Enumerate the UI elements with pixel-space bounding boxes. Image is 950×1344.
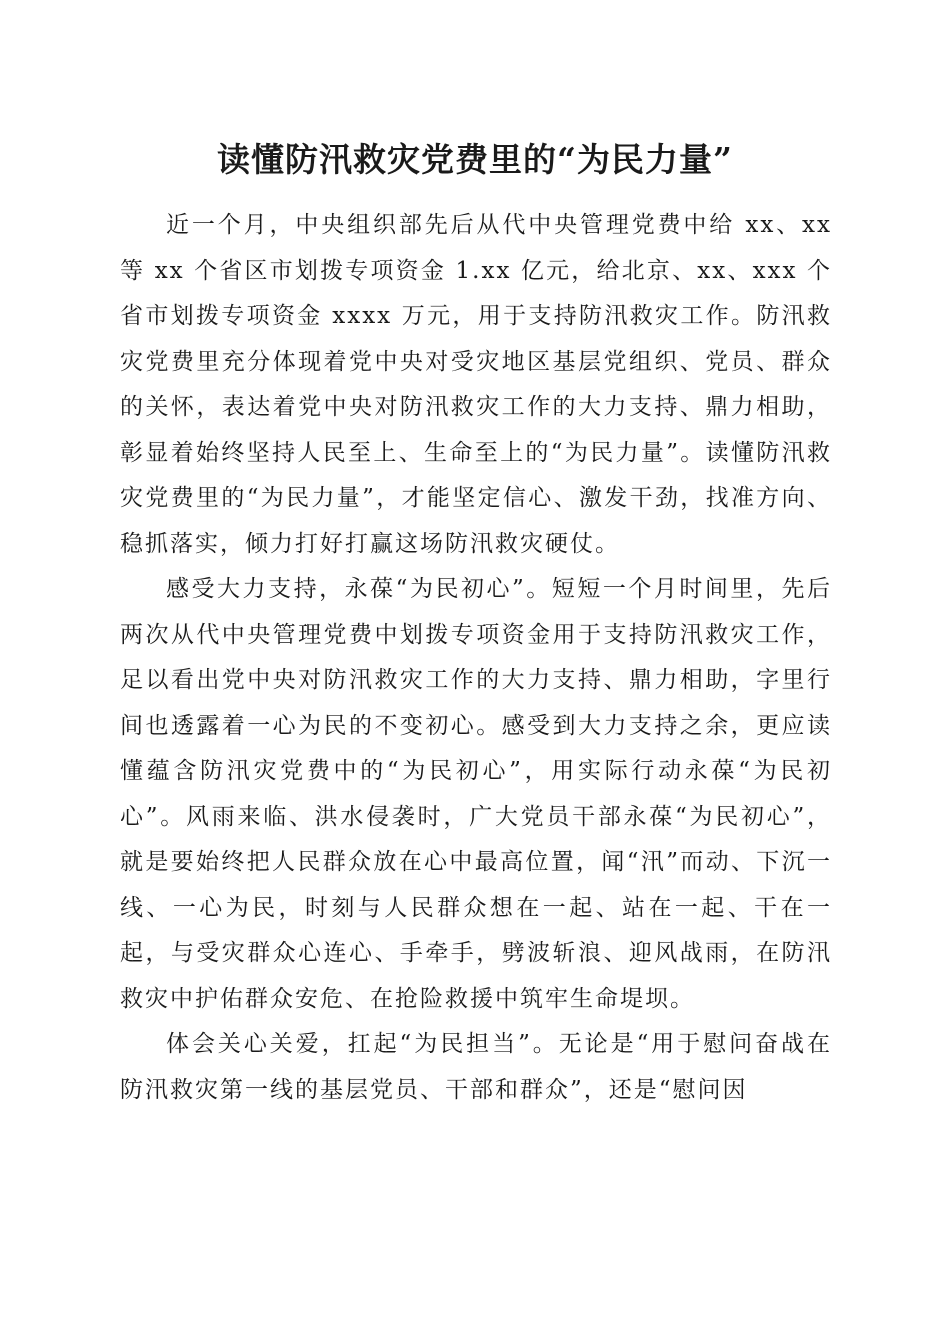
paragraph-intro: 近一个月，中央组织部先后从代中央管理党费中给 xx、xx 等 xx 个省区市划拨专项资金 1.xx 亿元，给北京、xx、xxx 个省市划拨专项资金 xxxx 万元，用于支持防汛救灾工作。防汛救灾党费里充分体现着党中央对受灾地区基层党组织、党员、群众的关怀，表达着党中央对防汛救灾工作的大力支持、鼎力相助，彰显着始终坚持人民至上、生命至上的“为民力量”。读懂防汛救灾党费里的“为民力量”，才能坚定信心、激发干劲，找准方向、稳抓落实，倾力打好打赢这场防汛救灾硬仗。: [120, 212, 832, 557]
document-body: [120, 203, 832, 1113]
paragraph-initial-aspiration: 感受大力支持，永葆“为民初心”。短短一个月时间里，先后两次从代中央管理党费中划拨专项资金用于支持防汛救灾工作，足以看出党中央对防汛救灾工作的大力支持、鼎力相助，字里行间也透露着一心为民的不变初心。感受到大力支持之余，更应读懂蕴含防汛灾党费中的“为民初心”，用实际行动永葆“为民初心”。风雨来临、洪水侵袭时，广大党员干部永葆“为民初心”，就是要始终把人民群众放在心中最高位置，闻“汛”而动、下沉一线、一心为民，时刻与人民群众想在一起、站在一起、干在一起，与受灾群众心连心、手牵手，劈波斩浪、迎风战雨，在防汛救灾中护佑群众安危、在抢险救援中筑牢生命堤坝。: [120, 576, 832, 1012]
paragraph-responsibility: 体会关心关爱，扛起“为民担当”。无论是“用于慰问奋战在防汛救灾第一线的基层党员、干部和群众”，还是“慰问因: [120, 1031, 832, 1103]
document-title: 读懂防汛救灾党费里的“为民力量”: [217, 140, 733, 179]
